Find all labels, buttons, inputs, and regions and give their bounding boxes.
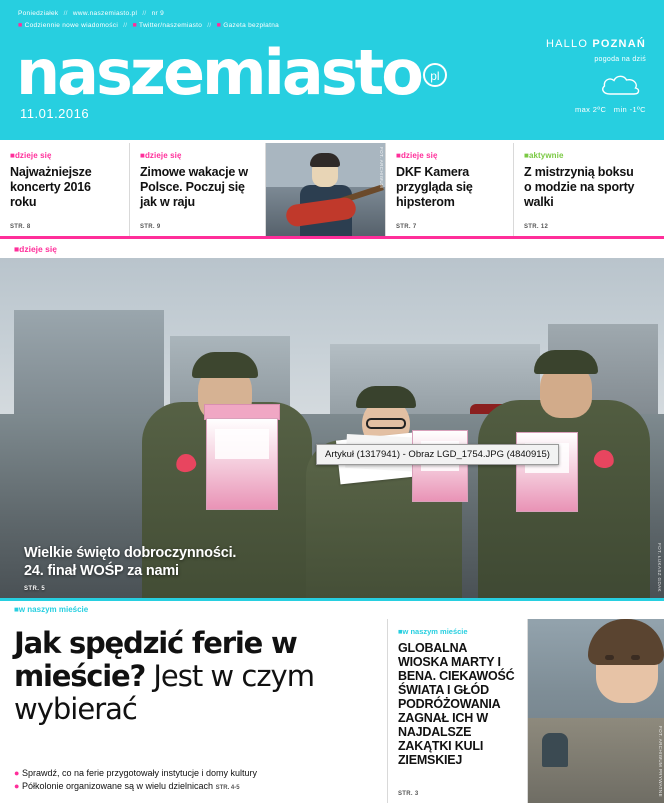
teaser-page-ref: STR. 9 bbox=[140, 224, 161, 230]
teaser-page-ref: STR. 7 bbox=[396, 224, 417, 230]
secondary-photo-credit: FOT. ARCHIWUM PRYWATNE bbox=[658, 726, 663, 797]
teaser-item[interactable] bbox=[130, 143, 266, 236]
military-cap bbox=[356, 386, 416, 408]
bullet-dot-icon: ● bbox=[14, 768, 20, 778]
separator: // bbox=[207, 22, 212, 29]
teaser-kicker bbox=[10, 151, 119, 160]
teaser-kicker-label: dzieje się bbox=[144, 151, 182, 160]
bottom-section-text: w naszym mieście bbox=[18, 605, 89, 614]
hero-photo-credit: FOT. ŁUKASZ GDAK bbox=[657, 543, 662, 592]
masthead bbox=[0, 0, 664, 140]
lead-bullet-text: Półkolonie organizowane są w wielu dzielnicach bbox=[21, 781, 214, 791]
city-greeting bbox=[546, 38, 646, 50]
teaser-headline: Zimowe wakacje w Polsce. Poczuj się jak w raju bbox=[140, 165, 248, 209]
masthead-site[interactable]: www.naszemiasto.pl bbox=[72, 10, 138, 17]
publication-title bbox=[16, 36, 447, 109]
bullet-icon: ■ bbox=[18, 22, 23, 29]
teaser-strip bbox=[0, 140, 664, 236]
publication-title-text: naszemiasto bbox=[16, 36, 421, 109]
section-bar-text: dzieje się bbox=[19, 244, 57, 254]
teaser-kicker-label: dzieje się bbox=[400, 151, 438, 160]
bullet-icon: ■ bbox=[132, 22, 138, 29]
masthead-topbar bbox=[18, 8, 279, 31]
lead-bullet-text: Sprawdź, co na ferie przygotowały instytucje i domy kultury bbox=[21, 768, 258, 778]
photo-portrait-eye bbox=[631, 655, 640, 660]
teaser-kicker bbox=[140, 151, 255, 160]
hero-page-ref: STR. 5 bbox=[24, 586, 46, 592]
secondary-story-headline: GLOBALNA WIOSKA MARTY I BENA. CIEKAWOŚĆ ŚWIATA I GŁÓD PODRÓŻOWANIA ZAGNAŁ ICH W NAJDALSZE ZAKĄTKI KULI ZIEMSKIEJ bbox=[398, 641, 515, 767]
secondary-story-kicker: ■w naszym mieście bbox=[398, 627, 468, 636]
teaser-kicker bbox=[524, 151, 644, 160]
section-bar-label: ■dzieje się bbox=[14, 244, 57, 254]
teaser-kicker bbox=[396, 151, 503, 160]
lead-page-ref: STR. 4-5 bbox=[215, 785, 240, 791]
photo-portrait-eye bbox=[605, 655, 614, 660]
masthead-link-3: Gazeta bezpłatna bbox=[223, 22, 280, 29]
masthead-link-2[interactable]: Twitter/naszemiasto bbox=[139, 22, 203, 29]
photo-background-person bbox=[542, 733, 568, 767]
lead-headline-light: Jest w czym wybierać bbox=[14, 659, 314, 726]
temp-min: min -1ºC bbox=[613, 105, 646, 114]
secondary-story-photo bbox=[528, 619, 664, 803]
collection-box bbox=[412, 430, 468, 502]
weather-label: pogoda na dziś bbox=[594, 56, 646, 63]
masthead-link-1[interactable]: Codziennie nowe wiadomości bbox=[24, 22, 119, 29]
masthead-issue: nr 9 bbox=[151, 10, 165, 17]
square-bullet-icon: ■ bbox=[10, 151, 15, 160]
square-bullet-icon: ■ bbox=[524, 151, 529, 160]
separator: // bbox=[142, 10, 147, 17]
collection-box bbox=[206, 418, 278, 510]
glasses-icon bbox=[366, 418, 406, 429]
teaser-page-ref: STR. 12 bbox=[524, 224, 549, 230]
secondary-page-ref: STR. 3 bbox=[398, 791, 419, 797]
hero-photo bbox=[0, 258, 664, 598]
teaser-item[interactable] bbox=[514, 143, 654, 236]
city-name: POZNAŃ bbox=[592, 38, 646, 50]
separator: // bbox=[123, 22, 128, 29]
bottom-section-bar bbox=[0, 598, 664, 618]
teaser-kicker-label: dzieje się bbox=[14, 151, 52, 160]
teaser-headline: Z mistrzynią boksu o modzie na sporty walki bbox=[524, 165, 635, 209]
masthead-day: Poniedziałek bbox=[18, 10, 59, 17]
image-tooltip: Artykuł (1317941) - Obraz LGD_1754.JPG (4840915) bbox=[316, 444, 559, 465]
lead-story[interactable] bbox=[0, 619, 388, 803]
weather-temperatures bbox=[575, 105, 646, 114]
city-greeting-pre: HALLO bbox=[546, 38, 589, 50]
teaser-page-ref: STR. 8 bbox=[10, 224, 31, 230]
hero-caption: Wielkie święto dobroczynności. 24. finał WOŚP za nami bbox=[24, 545, 237, 579]
military-cap bbox=[534, 350, 598, 374]
lead-bullet bbox=[14, 780, 375, 795]
teaser-item[interactable] bbox=[0, 143, 130, 236]
secondary-story[interactable] bbox=[388, 619, 528, 803]
bullet-dot-icon: ● bbox=[14, 781, 20, 791]
square-bullet-icon: ■ bbox=[396, 151, 401, 160]
square-bullet-icon: ■ bbox=[140, 151, 145, 160]
teaser-item[interactable] bbox=[386, 143, 514, 236]
bottom-section-label: ■w naszym mieście bbox=[14, 605, 89, 614]
lead-headline-bold: Jak spędzić ferie w mieście? bbox=[14, 626, 297, 693]
lead-story-bullets bbox=[14, 767, 375, 795]
lead-story-headline bbox=[14, 627, 375, 726]
publication-domain-badge: pl bbox=[423, 63, 447, 87]
secondary-kicker-text: w naszym mieście bbox=[402, 627, 468, 636]
teaser-headline: DKF Kamera przygląda się hipsterom bbox=[396, 165, 473, 209]
military-cap bbox=[192, 352, 258, 378]
teaser-headline: Najważniejsze koncerty 2016 roku bbox=[10, 165, 92, 209]
teaser-photo bbox=[266, 143, 386, 239]
separator: // bbox=[63, 10, 68, 17]
teaser-kicker-label: aktywnie bbox=[528, 151, 564, 160]
temp-max: max 2ºC bbox=[574, 105, 607, 114]
issue-date: 11.01.2016 bbox=[20, 106, 90, 121]
box-sticker bbox=[215, 429, 269, 459]
bottom-section bbox=[0, 618, 664, 803]
photo-credit: FOT. ARCHIWUM bbox=[379, 147, 384, 189]
photo-figure-hair bbox=[310, 153, 340, 167]
cloud-icon bbox=[598, 72, 644, 98]
lead-bullet bbox=[14, 767, 375, 780]
section-bar bbox=[0, 236, 664, 258]
bullet-icon: ■ bbox=[216, 22, 222, 29]
